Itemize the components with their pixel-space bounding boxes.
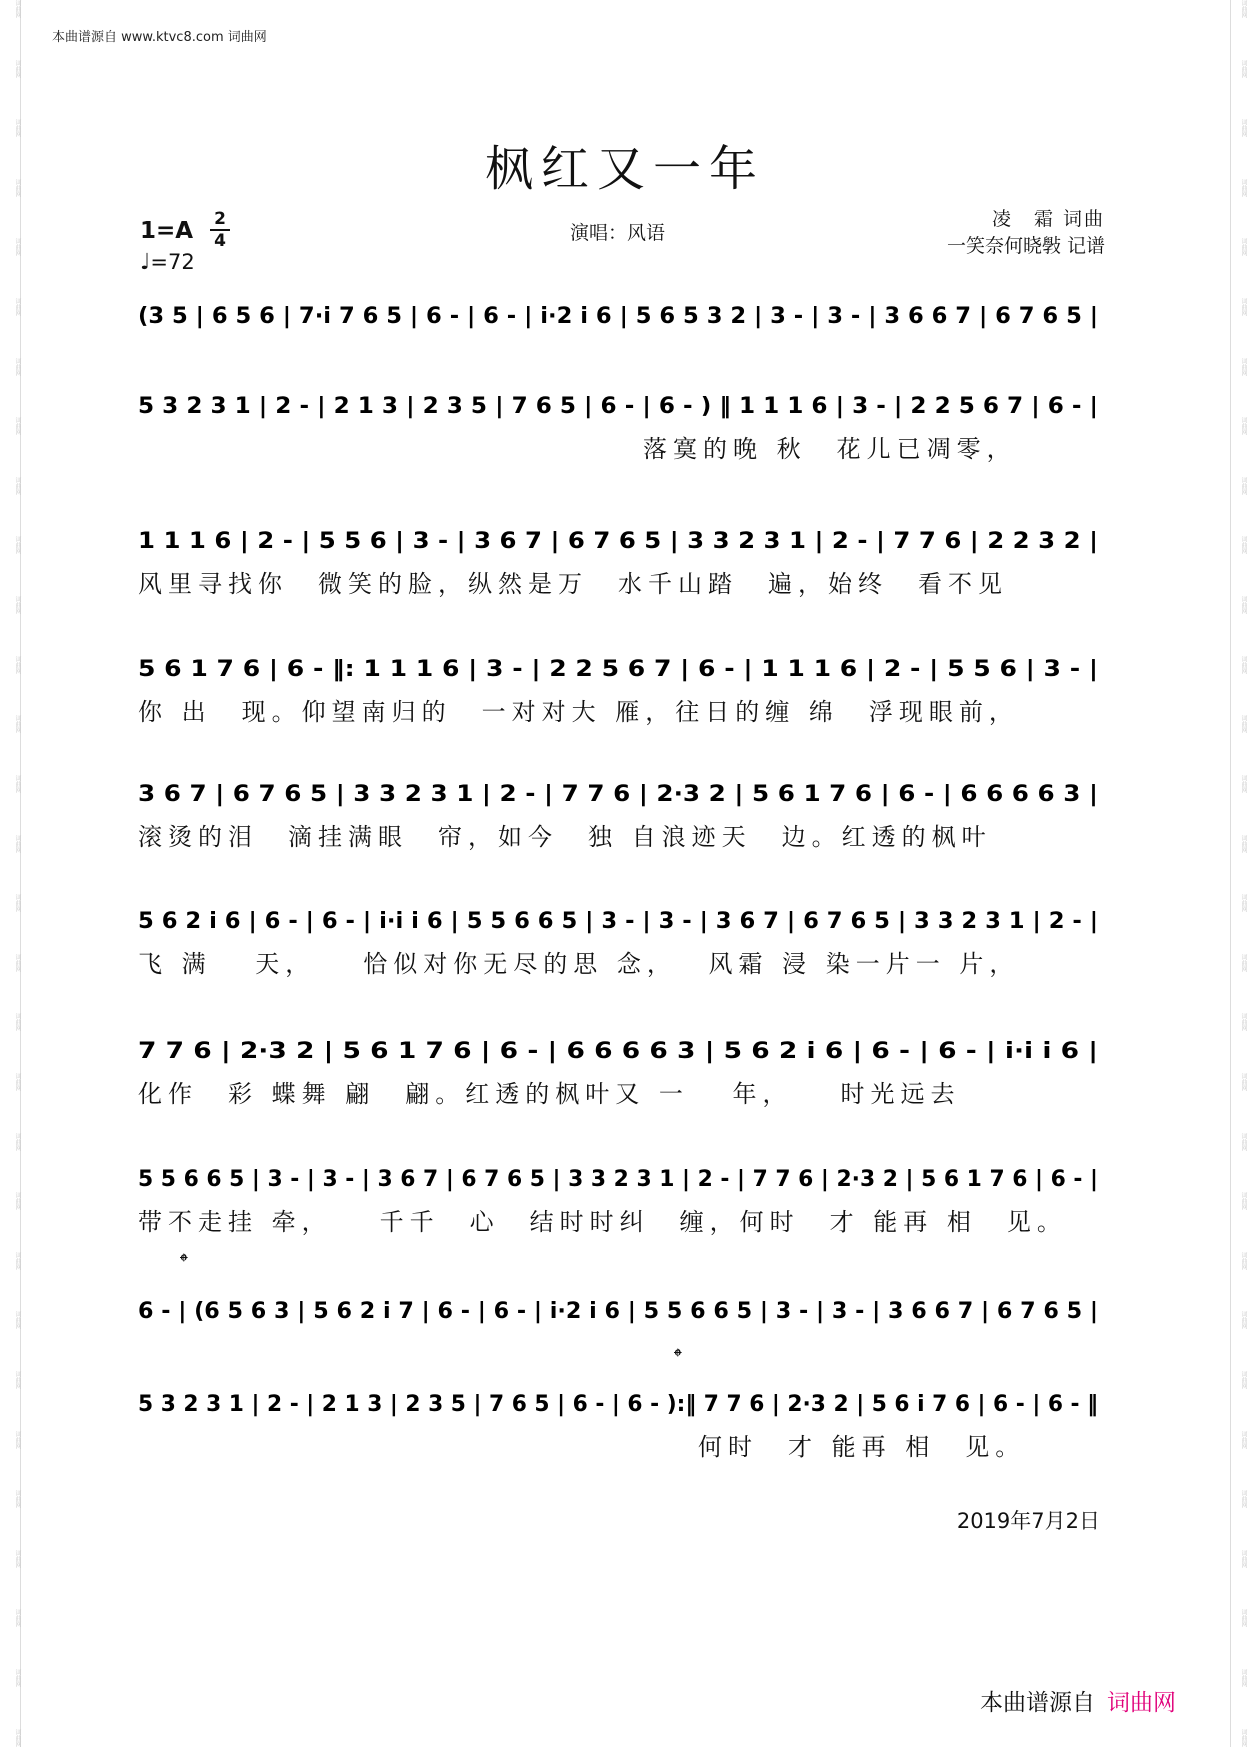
side-watermark-text: 词曲网 bbox=[1240, 715, 1247, 734]
side-watermark-text: 词曲网 bbox=[14, 1728, 21, 1747]
time-signature-top: 2 bbox=[214, 209, 226, 229]
notation-text: 6 - | (6 5 6 3 | 5 6 2 i 7 | 6 - | 6 - | i·2 i 6 | 5 5 6 6 5 | 3 - | 3 - | 3 6 6 7 | 6 7 6 5 | bbox=[138, 1299, 1098, 1324]
side-watermark-text: 词曲网 bbox=[14, 536, 21, 555]
time-signature-bottom: 4 bbox=[214, 231, 226, 251]
song-title: 枫红又一年 bbox=[484, 141, 765, 197]
lyricist-composer-credit: 凌 霜 词曲 bbox=[991, 208, 1105, 230]
side-watermark-text: 词曲网 bbox=[1240, 894, 1247, 913]
side-watermark-text: 词曲网 bbox=[14, 1549, 21, 1568]
footer-prefix: 本曲谱源自 bbox=[980, 1690, 1095, 1716]
side-watermark-text: 词曲网 bbox=[1240, 298, 1247, 317]
side-watermark-text: 词曲网 bbox=[1240, 417, 1247, 436]
notation-line bbox=[138, 1383, 1110, 1423]
side-watermark-text: 词曲网 bbox=[14, 417, 21, 436]
side-watermark-text: 词曲网 bbox=[1240, 1371, 1247, 1390]
notation-text: 5 3 2 3 1 | 2 - | 2 1 3 | 2 3 5 | 7 6 5 | 6 - | 6 - ) ‖ 1 1 1 6 | 3 - | 2 2 5 6 7 | 6 - | bbox=[138, 394, 1098, 419]
notation-line bbox=[138, 900, 1110, 940]
side-watermark-text: 词曲网 bbox=[1240, 119, 1247, 138]
side-watermark-text: 词曲网 bbox=[14, 655, 21, 674]
notation-line bbox=[138, 385, 1110, 425]
side-watermark-text: 词曲网 bbox=[1240, 774, 1247, 793]
coda-sign: 𝄌 bbox=[180, 1250, 188, 1275]
side-watermark-text: 词曲网 bbox=[1240, 1251, 1247, 1270]
side-watermark-text: 词曲网 bbox=[1240, 1132, 1247, 1151]
time-signature bbox=[210, 210, 230, 250]
side-watermark-text: 词曲网 bbox=[14, 1430, 21, 1449]
notation-line bbox=[138, 1030, 1110, 1070]
tempo-marking bbox=[140, 250, 195, 275]
notation-line bbox=[138, 773, 1110, 813]
side-watermark-text: 词曲网 bbox=[1240, 536, 1247, 555]
side-watermark-text: 词曲网 bbox=[14, 298, 21, 317]
notation-text: 5 3 2 3 1 | 2 - | 2 1 3 | 2 3 5 | 7 6 5 | 6 - | 6 - ):‖ 7 7 6 | 2·3 2 | 5 6 i 7 6 | 6 - | 6 - ‖ bbox=[138, 1392, 1098, 1417]
lyric-line: 落寞的晚 秋 花儿已凋零， bbox=[643, 435, 1017, 463]
right-watermark-strip bbox=[1229, 0, 1247, 1747]
side-watermark-text: 词曲网 bbox=[14, 1609, 21, 1628]
side-watermark-text: 词曲网 bbox=[1240, 178, 1247, 197]
side-watermark-text: 词曲网 bbox=[14, 596, 21, 615]
side-watermark-text: 词曲网 bbox=[1240, 1013, 1247, 1032]
lyric-line: 带不走挂 牵， 千千 心 结时时纠 缠，何时 才 能再 相 见。 bbox=[138, 1208, 1067, 1236]
lyric-line bbox=[138, 1334, 1110, 1368]
source-site[interactable]: 词曲网 bbox=[227, 30, 267, 45]
notation-text: 5 5 6 6 5 | 3 - | 3 - | 3 6 7 | 6 7 6 5 | 3 3 2 3 1 | 2 - | 7 7 6 | 2·3 2 | 5 6 1 7 6 | 6 - | bbox=[138, 1167, 1098, 1192]
lyric-line: 何时 才 能再 相 见。 bbox=[698, 1433, 1026, 1461]
side-watermark-text: 词曲网 bbox=[14, 715, 21, 734]
lyric-line: 滚烫的泪 滴挂满眼 帘，如今 独 自浪迹天 边。红透的枫叶 bbox=[138, 823, 992, 851]
side-watermark-text: 词曲网 bbox=[14, 834, 21, 853]
side-watermark-text: 词曲网 bbox=[14, 1311, 21, 1330]
notation-text: 1 1 1 6 | 2 - | 5 5 6 | 3 - | 3 6 7 | 6 7 6 5 | 3 3 2 3 1 | 2 - | 7 7 6 | 2 2 3 2 | bbox=[138, 529, 1098, 554]
source-url[interactable]: www.ktvc8.com bbox=[121, 30, 224, 45]
side-watermark-text: 词曲网 bbox=[1240, 1609, 1247, 1628]
side-watermark-text: 词曲网 bbox=[1240, 1549, 1247, 1568]
score-date: 2019年7月2日 bbox=[956, 1509, 1100, 1533]
notation-text: (3 5 | 6 5 6 | 7·i 7 6 5 | 6 - | 6 - | i·2 i 6 | 5 6 5 3 2 | 3 - | 3 - | 3 6 6 7 | 6 7 6 5 | bbox=[138, 304, 1098, 329]
footer-site-link[interactable]: 词曲网 bbox=[1107, 1690, 1176, 1716]
side-watermark-text: 词曲网 bbox=[1240, 834, 1247, 853]
side-watermark-text: 词曲网 bbox=[1240, 1728, 1247, 1747]
quarter-note-icon: ♩ bbox=[140, 250, 151, 275]
side-watermark-text: 词曲网 bbox=[1240, 953, 1247, 972]
side-watermark-text: 词曲网 bbox=[14, 1251, 21, 1270]
side-watermark-text: 词曲网 bbox=[1240, 1072, 1247, 1091]
notation-line bbox=[138, 295, 1110, 335]
side-watermark-text: 词曲网 bbox=[14, 119, 21, 138]
source-header[interactable] bbox=[52, 26, 267, 45]
transcriber-credit: 一笑奈何晓斅 记谱 bbox=[946, 235, 1105, 257]
side-watermark-text: 词曲网 bbox=[14, 178, 21, 197]
key-signature: 1=A bbox=[140, 218, 194, 244]
lyric-line: 飞 满 天， 恰似对你无尽的思 念， 风霜 浸 染一片一 片， bbox=[138, 950, 1020, 978]
notation-line bbox=[138, 648, 1110, 688]
side-watermark-text: 词曲网 bbox=[1240, 238, 1247, 257]
side-watermark-text: 词曲网 bbox=[14, 774, 21, 793]
lyric-line: 化作 彩 蝶舞 翩 翩。红透的枫叶又 一 年， 时光远去 bbox=[138, 1080, 961, 1108]
side-watermark-text: 词曲网 bbox=[1240, 1192, 1247, 1211]
source-prefix: 本曲谱源自 bbox=[52, 30, 118, 45]
side-watermark-text: 词曲网 bbox=[14, 0, 21, 18]
lyric-line: 风里寻找你 微笑的脸，纵然是万 水千山踏 遍，始终 看不见 bbox=[138, 570, 1008, 598]
side-watermark-text: 词曲网 bbox=[1240, 1430, 1247, 1449]
side-watermark-text: 词曲网 bbox=[14, 357, 21, 376]
notation-line bbox=[138, 520, 1110, 560]
side-watermark-text: 词曲网 bbox=[1240, 1490, 1247, 1509]
side-watermark-text: 词曲网 bbox=[1240, 655, 1247, 674]
side-watermark-text: 词曲网 bbox=[1240, 0, 1247, 18]
notation-text: 3 6 7 | 6 7 6 5 | 3 3 2 3 1 | 2 - | 7 7 6 | 2·3 2 | 5 6 1 7 6 | 6 - | 6 6 6 6 3 | bbox=[138, 782, 1098, 807]
tempo-bpm: =72 bbox=[150, 250, 195, 274]
side-watermark-text: 词曲网 bbox=[14, 1132, 21, 1151]
side-watermark-text: 词曲网 bbox=[14, 476, 21, 495]
side-watermark-text: 词曲网 bbox=[14, 59, 21, 78]
notation-text: 7 7 6 | 2·3 2 | 5 6 1 7 6 | 6 - | 6 6 6 6 3 | 5 6 2 i 6 | 6 - | 6 - | i·i i 6 | bbox=[138, 1039, 1098, 1064]
side-watermark-text: 词曲网 bbox=[14, 1013, 21, 1032]
side-watermark-text: 词曲网 bbox=[1240, 59, 1247, 78]
side-watermark-text: 词曲网 bbox=[14, 238, 21, 257]
lyric-line bbox=[138, 339, 1110, 373]
left-watermark-strip bbox=[3, 0, 21, 1747]
side-watermark-text: 词曲网 bbox=[1240, 1669, 1247, 1688]
side-watermark-text: 词曲网 bbox=[1240, 476, 1247, 495]
side-watermark-text: 词曲网 bbox=[14, 953, 21, 972]
side-watermark-text: 词曲网 bbox=[14, 1192, 21, 1211]
side-watermark-text: 词曲网 bbox=[14, 1072, 21, 1091]
side-watermark-text: 词曲网 bbox=[1240, 596, 1247, 615]
singer-credit: 演唱：风语 bbox=[570, 222, 666, 244]
side-watermark-text: 词曲网 bbox=[14, 1669, 21, 1688]
notation-line bbox=[138, 1158, 1110, 1198]
side-watermark-text: 词曲网 bbox=[14, 894, 21, 913]
source-footer[interactable] bbox=[980, 1684, 1176, 1717]
side-watermark-text: 词曲网 bbox=[1240, 357, 1247, 376]
side-watermark-text: 词曲网 bbox=[1240, 1311, 1247, 1330]
coda-sign: 𝄌 bbox=[674, 1345, 682, 1370]
side-watermark-text: 词曲网 bbox=[14, 1490, 21, 1509]
side-watermark-text: 词曲网 bbox=[14, 1371, 21, 1390]
notation-text: 5 6 1 7 6 | 6 - ‖: 1 1 1 6 | 3 - | 2 2 5 6 7 | 6 - | 1 1 1 6 | 2 - | 5 5 6 | 3 - | bbox=[138, 657, 1098, 682]
notation-text: 5 6 2 i 6 | 6 - | 6 - | i·i i 6 | 5 5 6 6 5 | 3 - | 3 - | 3 6 7 | 6 7 6 5 | 3 3 2 3 1 | 2 - | bbox=[138, 909, 1098, 934]
lyric-line: 你 出 现。仰望南归的 一对对大 雁，往日的缠 绵 浮现眼前， bbox=[138, 698, 1019, 726]
notation-line bbox=[138, 1290, 1110, 1330]
